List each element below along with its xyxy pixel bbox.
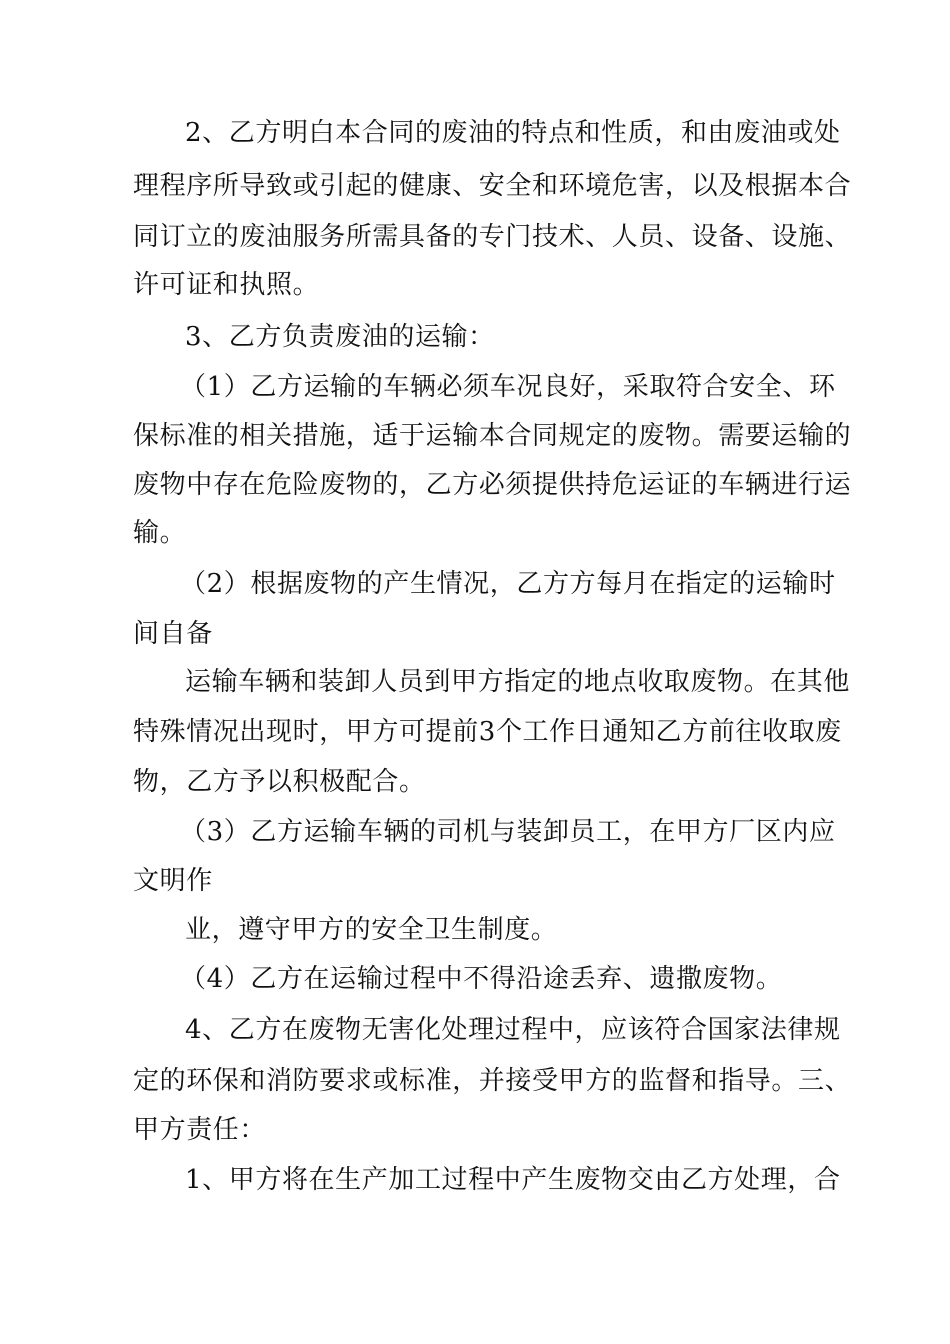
text-line: 甲方责任：	[133, 1115, 267, 1145]
text-line: 1、甲方将在生产加工过程中产生废物交由乙方处理，合	[185, 1165, 841, 1195]
text-line: 输。	[133, 518, 187, 548]
text-line: 定的环保和消防要求或标准，并接受甲方的监督和指导。三、	[133, 1066, 852, 1096]
text-line: 同订立的废油服务所需具备的专门技术、人员、设备、设施、	[133, 222, 852, 252]
text-line: 文明作	[133, 866, 213, 896]
text-line: 物，乙方予以积极配合。	[133, 767, 426, 797]
text-line: （4）乙方在运输过程中不得沿途丢弃、遗撒废物。	[180, 964, 783, 994]
text-line: 许可证和执照。	[133, 270, 320, 300]
text-line: 业，遵守甲方的安全卫生制度。	[185, 915, 558, 945]
text-line: 理程序所导致或引起的健康、安全和环境危害，以及根据本合	[133, 171, 852, 201]
text-line: 3、乙方负责废油的运输：	[185, 322, 495, 352]
text-line: （1）乙方运输的车辆必须车况良好，采取符合安全、环	[180, 372, 836, 402]
text-line: 2、乙方明白本合同的废油的特点和性质，和由废油或处	[185, 118, 841, 148]
text-line: 废物中存在危险废物的，乙方必须提供持危运证的车辆进行运	[133, 470, 852, 500]
text-line: 运输车辆和装卸人员到甲方指定的地点收取废物。在其他	[185, 667, 851, 697]
text-line: 间自备	[133, 619, 213, 649]
text-line: 保标准的相关措施，适于运输本合同规定的废物。需要运输的	[133, 421, 852, 451]
text-line: （2）根据废物的产生情况，乙方方每月在指定的运输时	[180, 569, 836, 599]
text-line: （3）乙方运输车辆的司机与装卸员工，在甲方厂区内应	[180, 817, 836, 847]
text-line: 4、乙方在废物无害化处理过程中，应该符合国家法律规	[185, 1015, 841, 1045]
text-line: 特殊情况出现时，甲方可提前3个工作日通知乙方前往收取废	[133, 717, 842, 747]
